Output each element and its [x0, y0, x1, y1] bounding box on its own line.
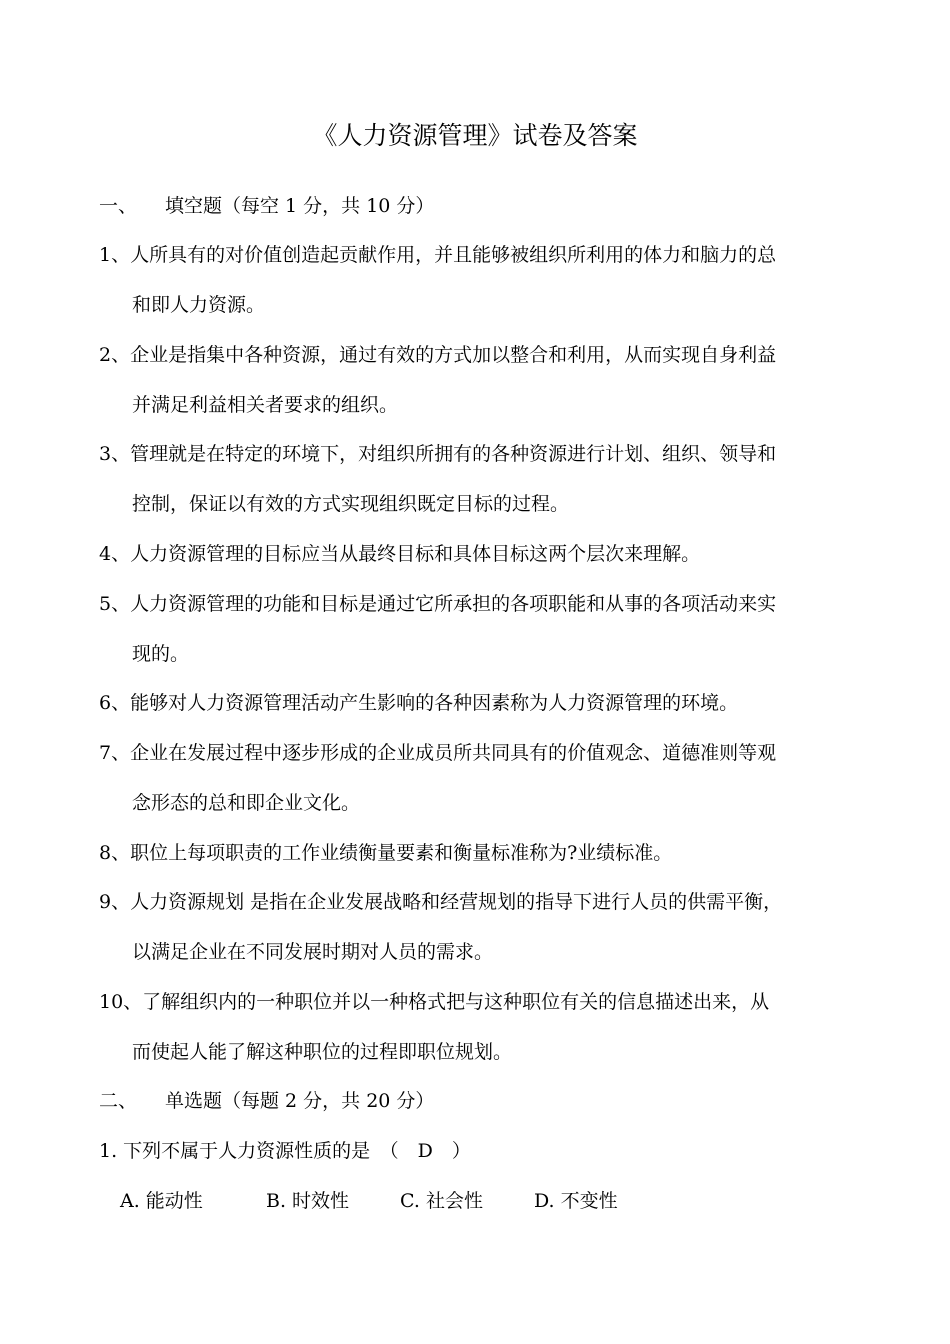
q7-line1: 7、企业在发展过程中逐步形成的企业成员所共同具有的价值观念、道德准则等观 — [99, 742, 777, 764]
document-title: 《人力资源管理》试卷及答案 — [312, 121, 638, 150]
section-1-heading — [99, 191, 434, 221]
section-2-heading — [99, 1086, 434, 1116]
q9-line1: 9、人力资源规划 是指在企业发展战略和经营规划的指导下进行人员的供需平衡， — [99, 891, 783, 913]
mc-option-d: D. 不变性 — [534, 1190, 618, 1212]
q10-line1: 10、了解组织内的一种职位并以一种格式把与这种职位有关的信息描述出来，从 — [99, 991, 770, 1013]
section-1-number: 一、 — [99, 195, 138, 217]
mc-option-a: A. 能动性 — [120, 1190, 203, 1212]
q7-line2: 念形态的总和即企业文化。 — [132, 792, 361, 814]
q3-line1: 3、管理就是在特定的环境下，对组织所拥有的各种资源进行计划、组织、领导和 — [99, 443, 777, 465]
q9-line2: 以满足企业在不同发展时期对人员的需求。 — [132, 941, 494, 963]
mc-option-c: C. 社会性 — [400, 1190, 483, 1212]
section-2-title: 单选题（每题 2 分，共 20 分） — [165, 1090, 435, 1112]
q6-line1: 6、能够对人力资源管理活动产生影响的各种因素称为人力资源管理的环境。 — [99, 692, 739, 714]
q10-line2: 而使起人能了解这种职位的过程即职位规划。 — [132, 1041, 513, 1063]
q4-line1: 4、人力资源管理的目标应当从最终目标和具体目标这两个层次来理解。 — [99, 543, 701, 565]
mc-question-1: 1. 下列不属于人力资源性质的是 （ D ） — [99, 1140, 471, 1162]
section-1-title: 填空题（每空 1 分，共 10 分） — [165, 195, 435, 217]
mc-option-b: B. 时效性 — [266, 1190, 350, 1212]
q8-line1: 8、职位上每项职责的工作业绩衡量要素和衡量标准称为?业绩标准。 — [99, 842, 673, 864]
q2-line1: 2、企业是指集中各种资源，通过有效的方式加以整合和利用，从而实现自身利益 — [99, 344, 777, 366]
q3-line2: 控制，保证以有效的方式实现组织既定目标的过程。 — [132, 493, 570, 515]
q5-line2: 现的。 — [132, 643, 190, 665]
q1-line1: 1、人所具有的对价值创造起贡献作用，并且能够被组织所利用的体力和脑力的总 — [99, 244, 777, 266]
q5-line1: 5、人力资源管理的功能和目标是通过它所承担的各项职能和从事的各项活动来实 — [99, 593, 777, 615]
q2-line2: 并满足利益相关者要求的组织。 — [132, 394, 399, 416]
section-2-number: 二、 — [99, 1090, 138, 1112]
q1-line2: 和即人力资源。 — [132, 294, 266, 316]
